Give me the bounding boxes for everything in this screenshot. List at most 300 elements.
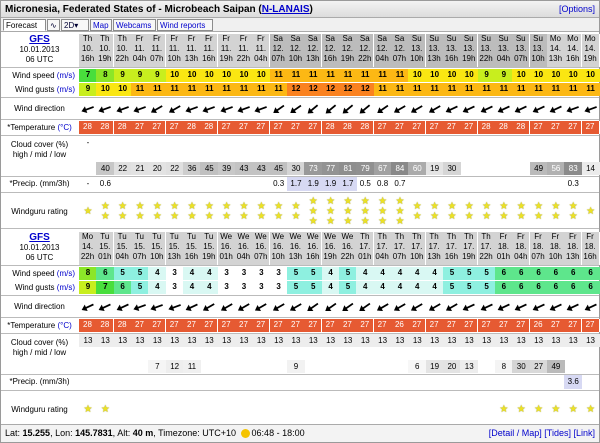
wind-gusts-cell: 11 [166,83,184,96]
wind-arrow-icon [322,298,340,316]
wind-gusts-cell: 6 [582,281,600,294]
cloud-high [114,136,132,149]
day-hour: 01h [98,252,112,261]
temperature-cell: 27 [356,319,374,332]
wind-speed-cell: 11 [322,69,340,82]
day-hour: 10h [410,252,424,261]
cloud-cover-cell [478,136,496,176]
star-icon: ★ [551,404,561,415]
precip-cell: - [86,179,90,188]
temperature-cell: 27 [512,319,530,332]
wind-arrow-icon [304,298,322,316]
wind-speed-text: Wind speed [12,71,55,80]
temperature-cell: 27 [443,121,461,134]
cloud-high [287,136,305,149]
cloud-mid [374,149,392,162]
model-link[interactable]: GFS [29,233,50,243]
wind-gusts-cell: 3 [235,281,253,294]
cloud-low [79,360,97,373]
temperature-cell: 28 [79,121,97,134]
temperature-cell: 27 [166,121,184,134]
cloud-high: 13 [339,334,357,347]
star-icon: ★ [499,404,509,415]
cloud-mid [114,149,132,162]
cloud-high: 13 [443,334,461,347]
graph-icon[interactable]: ∿ [47,19,60,31]
rating-cell [408,196,426,228]
rating-cell [218,196,236,228]
rating-cell [564,394,582,426]
cloud-low [391,360,409,373]
cloud-low [374,360,392,373]
forecast-panel [1,32,599,424]
day-date: 15. [203,242,215,251]
wind-speed-cell: 8 [79,267,97,280]
wind-arrow-icon [564,298,582,316]
cloud-low: 77 [322,162,340,175]
cloud-low: 49 [530,162,548,175]
precip-cell [235,375,253,389]
star-icon: ★ [360,216,370,227]
wind-arrow-icon [252,298,270,316]
star-icon: ★ [187,211,197,222]
unit-link[interactable]: (m/s) [56,269,75,278]
precip-cell [235,177,253,191]
cloud-mid [408,347,426,360]
star-icon: ★ [551,201,561,212]
cloud-high [235,136,253,149]
precip-cell [547,177,565,191]
cloud-low: 30 [443,162,461,175]
day-header [252,34,270,67]
cloud-mid [530,347,548,360]
rating-cell [218,394,236,426]
day-name: Sa [342,34,353,43]
cloud-low: 45 [200,162,218,175]
cloud-high: 13 [460,334,478,347]
wind-arrow-icon [374,298,392,316]
temperature-cell: 27 [322,319,340,332]
day-header [287,232,305,265]
rating-cell [478,394,496,426]
day-name: Th [412,232,422,241]
tab-2d[interactable]: 2D▾ [61,19,89,31]
cloud-low: 73 [304,162,322,175]
tab-wind-reports[interactable]: Wind reports [157,19,213,31]
precip-cell [166,375,184,389]
day-name: We [237,232,250,241]
cloud-low: 21 [131,162,149,175]
wind-gusts-cell: 5 [460,281,478,294]
cloud-low: 39 [218,162,236,175]
day-header [322,34,340,67]
cloud-low: 13 [460,360,478,373]
star-icon: ★ [551,211,561,222]
day-hour: 04h [375,54,389,63]
cloud-mid [547,149,565,162]
rating-cell [408,394,426,426]
day-header [426,232,444,265]
day-header [495,34,513,67]
star-icon: ★ [586,206,596,217]
precip-cell: 1.7 [287,177,305,191]
rating-cell [131,196,149,228]
day-header [218,232,236,265]
day-header [114,34,132,67]
precip-cell [495,375,513,389]
wind-speed-cell: 4 [183,267,201,280]
temperature-label [1,121,78,134]
rating-cell [183,394,201,426]
wind-speed-cell: 4 [426,267,444,280]
rating-cell [304,196,322,228]
wind-speed-cell: 5 [443,267,461,280]
temperature-cell: 28 [114,121,132,134]
wind-gusts-cell: 6 [512,281,530,294]
cloud-mid [79,347,97,360]
forecast-run: 06 UTC [25,55,54,64]
day-header [183,232,201,265]
cloud-high: 13 [252,334,270,347]
day-name: Th [429,232,439,241]
cloud-low: 83 [564,162,582,175]
cloud-cover-cell [114,136,132,176]
cloud-high [478,136,496,149]
day-name: Fr [153,34,161,43]
day-name: Sa [290,34,301,43]
sun-times: 06:48 - 18:00 [251,428,305,438]
star-icon: ★ [464,211,474,222]
cloud-mid [235,347,253,360]
cloud-levels-text: high / mid / low [12,348,67,357]
wind-gusts-cell: 6 [547,281,565,294]
day-name: Fr [586,232,594,241]
rating-cell [564,196,582,228]
day-name: We [306,232,319,241]
precip-cell: 0.3 [273,179,285,188]
wind-gusts-cell: 5 [478,281,496,294]
unit-link[interactable]: (m/s) [56,71,75,80]
cloud-cover-cell [547,334,565,374]
cloud-high: 13 [79,334,97,347]
day-date: 16. [237,242,250,251]
star-icon: ★ [308,206,318,217]
model-link[interactable]: GFS [29,35,50,45]
temperature-cell: 28 [200,121,218,134]
day-name: Tu [186,232,196,241]
temperature-cell: 27 [460,121,478,134]
cloud-cover-cell [443,334,461,374]
wind-speed-cell: 6 [512,267,530,280]
wind-arrow-icon [356,100,374,118]
cloud-low [96,360,114,373]
day-name: Su [463,34,474,43]
day-name: We [220,232,233,241]
wind-gusts-cell: 4 [322,281,340,294]
tab-map[interactable]: Map [90,19,112,31]
star-icon: ★ [187,201,197,212]
cloud-high: 13 [356,334,374,347]
star-icon: ★ [135,201,145,212]
wind-gusts-cell: 5 [339,281,357,294]
tab-forecast[interactable]: Forecast [3,19,46,31]
cloud-low [79,162,97,175]
precip-label: *Precip. (mm/3h) [9,179,70,188]
wind-gusts-cell: 11 [443,83,461,96]
forecast-block [1,230,599,424]
cloud-mid [495,347,513,360]
day-name: Su [498,34,509,43]
star-icon: ★ [395,206,405,217]
wind-speed-cell: 5 [460,267,478,280]
day-header [270,34,288,67]
wind-arrow-icon [564,100,582,118]
cloud-mid [443,347,461,360]
wind-speed-cell: 6 [495,267,513,280]
temperature-cell: 27 [530,121,548,134]
day-date: 12. [324,44,336,53]
options-link[interactable]: [Options] [558,4,595,14]
cloud-high [200,136,218,149]
unit-link[interactable]: (m/s) [56,283,75,292]
day-name: Tu [134,232,144,241]
wind-speed-cell: 10 [582,69,600,82]
temp-unit-link[interactable]: (°C) [57,321,72,330]
unit-link[interactable]: (m/s) [56,85,75,94]
cloud-cover-label [1,140,78,162]
temperature-cell: 27 [235,121,253,134]
temperature-cell: 28 [322,121,340,134]
cloud-cover-cell [356,136,374,176]
star-icon: ★ [430,201,440,212]
star-icon: ★ [326,206,336,217]
wind-gusts-cell: 3 [166,281,184,294]
rating-cell [443,196,461,228]
star-icon: ★ [326,216,336,227]
day-name: Tu [100,232,110,241]
tab-webcams[interactable]: Webcams [113,19,156,31]
temperature-cell: 27 [426,121,444,134]
day-name: Fr [187,34,196,43]
day-date: 12. [289,44,302,53]
star-icon: ★ [118,201,128,212]
day-header [339,232,357,265]
temperature-cell: 27 [408,319,426,332]
rating-cell [148,196,166,228]
day-header [96,34,114,67]
cloud-cover-cell [270,334,288,374]
cloud-cover-cell [391,334,409,374]
temperature-cell: 27 [495,319,513,332]
day-date: 15. [133,242,146,251]
day-hour: 07h [392,252,407,261]
wind-speed-cell: 3 [252,267,270,280]
cloud-high: 13 [200,334,218,347]
day-header [79,34,97,67]
wind-arrow-icon [287,298,305,316]
star-icon: ★ [83,206,93,217]
star-icon: ★ [343,206,353,217]
rating-cell [322,394,340,426]
wind-gusts-cell: 4 [426,281,444,294]
wind-speed-cell: 10 [166,69,184,82]
precip-cell [582,375,600,389]
day-header [131,34,149,67]
cloud-low: 20 [443,360,461,373]
star-icon: ★ [135,211,145,222]
rating-cell [166,196,184,228]
day-header [512,34,530,67]
day-hour: 01h [496,252,511,261]
temperature-cell: 27 [426,319,444,332]
station-link[interactable]: N-LANAIS [261,4,310,15]
cloud-mid [148,347,166,360]
footer-links[interactable]: [Detail / Map] [Tides] [Link] [488,428,595,438]
row-divider [1,67,599,68]
precip-cell: 1.9 [304,177,322,191]
cloud-high: 13 [131,334,149,347]
day-name: Mo [584,34,596,43]
day-date: 11. [255,44,267,53]
wind-arrow-icon [547,298,565,316]
wind-arrow-icon [270,100,288,118]
wind-arrow-icon [460,298,478,316]
day-name: We [272,232,285,241]
precip-cell [148,177,166,191]
wind-speed-cell: 11 [270,69,288,82]
cloud-mid [478,347,496,360]
cloud-low: 56 [547,162,565,175]
temperature-cell: 27 [460,319,478,332]
cloud-cover-cell [270,136,288,176]
cloud-high [339,136,357,149]
day-date: 14. [81,242,94,251]
cloud-low [304,360,322,373]
star-icon: ★ [378,196,388,207]
rating-cell [339,394,357,426]
cloud-mid [79,149,97,162]
wind-gusts-cell: 11 [183,83,201,96]
wind-arrow-icon [235,298,253,316]
wind-speed-cell: 5 [287,267,305,280]
cloud-mid [200,347,218,360]
day-date: 11. [220,44,232,53]
wind-gusts-cell: 4 [356,281,374,294]
wind-speed-cell: 9 [478,69,496,82]
precip-cell [512,177,530,191]
day-name: Fr [534,232,542,241]
day-date: 11. [186,44,197,53]
cloud-cover-text: Cloud cover (%) [10,338,69,347]
day-hour: 04h [514,252,528,261]
cloud-cover-cell [564,334,582,374]
wind-arrow-icon [235,100,253,118]
precip-cell [148,375,166,389]
precip-cell [79,375,97,389]
day-name: Su [481,34,491,43]
day-date: 14. [584,44,596,53]
cloud-cover-cell [512,334,530,374]
day-name: Th [377,232,387,241]
precip-cell [218,375,236,389]
wind-gusts-cell: 6 [530,281,548,294]
wind-speed-cell: 3 [166,267,184,280]
wind-speed-cell: 11 [391,69,409,82]
cloud-cover-cell [408,136,426,176]
temp-unit-link[interactable]: (°C) [57,123,72,132]
temperature-cell: 27 [252,121,270,134]
cloud-low: 14 [582,162,600,175]
cloud-high [148,136,166,149]
star-icon: ★ [568,201,578,212]
temperature-cell: 26 [391,319,409,332]
day-name: Mo [81,232,94,241]
day-hour: 04h [496,54,511,63]
day-hour: 04h [375,252,389,261]
precip-cell [218,177,236,191]
cloud-low [356,360,374,373]
page-title: Micronesia, Federated States of - Microbeach Saipan (N-LANAIS) [5,4,313,15]
star-icon: ★ [308,216,318,227]
cloud-cover-cell [391,136,409,176]
wind-gusts-text: Wind gusts [14,85,55,94]
temperature-cell: 28 [512,121,530,134]
day-header [460,34,478,67]
temperature-cell: 28 [96,319,114,332]
cloud-high [408,136,426,149]
day-hour: 13h [167,252,181,261]
cloud-mid [304,347,322,360]
day-header [79,232,97,265]
day-date: 17. [393,242,405,251]
cloud-high: 13 [183,334,201,347]
wind-gusts-cell: 6 [495,281,513,294]
model-info [1,35,78,67]
wind-speed-cell: 11 [287,69,305,82]
cloud-cover-cell [218,136,236,176]
temperature-cell: 26 [530,319,548,332]
cloud-high [96,136,114,149]
rating-cell [252,196,270,228]
cloud-high [131,136,149,149]
cloud-cover-cell [235,334,253,374]
temperature-cell: 27 [200,319,218,332]
star-icon: ★ [204,211,214,222]
cloud-high [547,136,565,149]
day-date: 12. [359,44,371,53]
day-hour: 04h [115,252,129,261]
wind-arrow-icon [166,100,184,118]
precip-cell: 0.5 [359,179,371,188]
wind-speed-cell: 3 [218,267,236,280]
cloud-mid [443,149,461,162]
day-name: Sa [377,34,387,43]
cloud-low [114,360,132,373]
wind-speed-cell: 10 [443,69,461,82]
wind-speed-cell: 10 [512,69,530,82]
cloud-high: 13 [582,334,600,347]
temperature-cell: 27 [235,319,253,332]
day-name: Mo [567,34,579,43]
precip-cell [200,375,218,389]
rating-cell [530,196,548,228]
tab-bar [1,18,599,32]
temperature-cell: 28 [183,121,201,134]
temperature-cell: 27 [218,319,236,332]
day-name: Tu [117,232,127,241]
day-date: 13. [445,44,457,53]
day-date: 12. [272,44,284,53]
